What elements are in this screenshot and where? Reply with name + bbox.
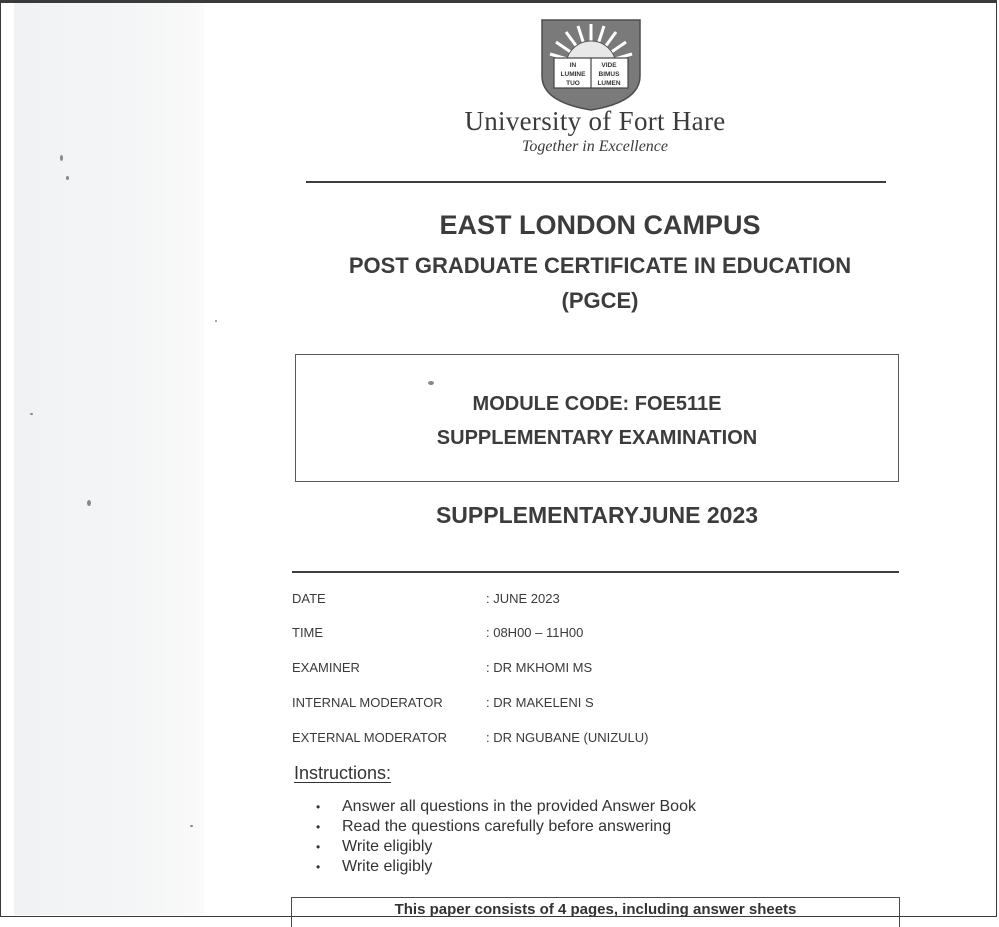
instruction-text: Read the questions carefully before answering xyxy=(342,818,672,835)
campus-title: EAST LONDON CAMPUS xyxy=(439,210,761,240)
scan-speck xyxy=(215,320,217,322)
crest-text: TUO xyxy=(566,80,580,87)
detail-label: EXTERNAL MODERATOR xyxy=(292,730,448,745)
detail-row-date xyxy=(292,591,892,611)
crest-text: BIMUS xyxy=(598,71,620,78)
detail-value: : DR MKHOMI MS xyxy=(486,660,593,675)
page-count-box xyxy=(291,897,900,927)
crest-text: VIDE xyxy=(601,62,617,69)
header-divider xyxy=(306,181,886,183)
scan-speck xyxy=(60,155,63,161)
instruction-text: Write eligibly xyxy=(342,838,433,855)
bullet-icon: • xyxy=(316,820,321,834)
detail-label: TIME xyxy=(292,625,324,640)
university-name: University of Fort Hare xyxy=(464,106,726,136)
scan-speck xyxy=(66,176,69,180)
bullet-icon: • xyxy=(316,840,321,854)
crest-text: LUMEN xyxy=(597,80,621,87)
detail-value: : JUNE 2023 xyxy=(486,591,560,606)
detail-row-examiner xyxy=(292,660,892,680)
detail-row-external-moderator xyxy=(292,730,892,750)
university-motto: Together in Excellence xyxy=(521,138,669,155)
scan-speck xyxy=(87,500,91,506)
scan-speck xyxy=(30,413,33,415)
detail-label: DATE xyxy=(292,591,326,606)
detail-label: INTERNAL MODERATOR xyxy=(292,695,443,710)
detail-row-time xyxy=(292,625,892,645)
programme-title: POST GRADUATE CERTIFICATE IN EDUCATION xyxy=(348,253,852,278)
detail-value: : DR MAKELENI S xyxy=(486,695,594,710)
university-crest-logo xyxy=(538,16,644,111)
instruction-text: Write eligibly xyxy=(342,858,433,875)
detail-value: : 08H00 – 11H00 xyxy=(486,625,584,640)
detail-label: EXAMINER xyxy=(292,660,360,675)
details-divider xyxy=(292,571,899,573)
instruction-text: Answer all questions in the provided Answer Book xyxy=(342,798,696,815)
instructions-heading: Instructions: xyxy=(294,763,392,783)
page-count-note: This paper consists of 4 pages, including answer sheets xyxy=(394,901,797,918)
programme-abbreviation: (PGCE) xyxy=(561,288,639,313)
bullet-icon: • xyxy=(316,800,321,814)
crest-text: LUMINE xyxy=(560,71,586,78)
module-info-box xyxy=(295,354,899,482)
scan-margin-shade xyxy=(14,3,204,915)
bullet-icon: • xyxy=(316,860,321,874)
exam-session: SUPPLEMENTARYJUNE 2023 xyxy=(435,502,759,528)
scan-speck xyxy=(190,825,193,827)
detail-value: : DR NGUBANE (UNIZULU) xyxy=(486,730,649,745)
exam-type: SUPPLEMENTARY EXAMINATION xyxy=(436,427,758,449)
detail-row-internal-moderator xyxy=(292,695,892,715)
module-code: MODULE CODE: FOE511E xyxy=(472,393,722,415)
crest-text: IN xyxy=(569,62,577,69)
